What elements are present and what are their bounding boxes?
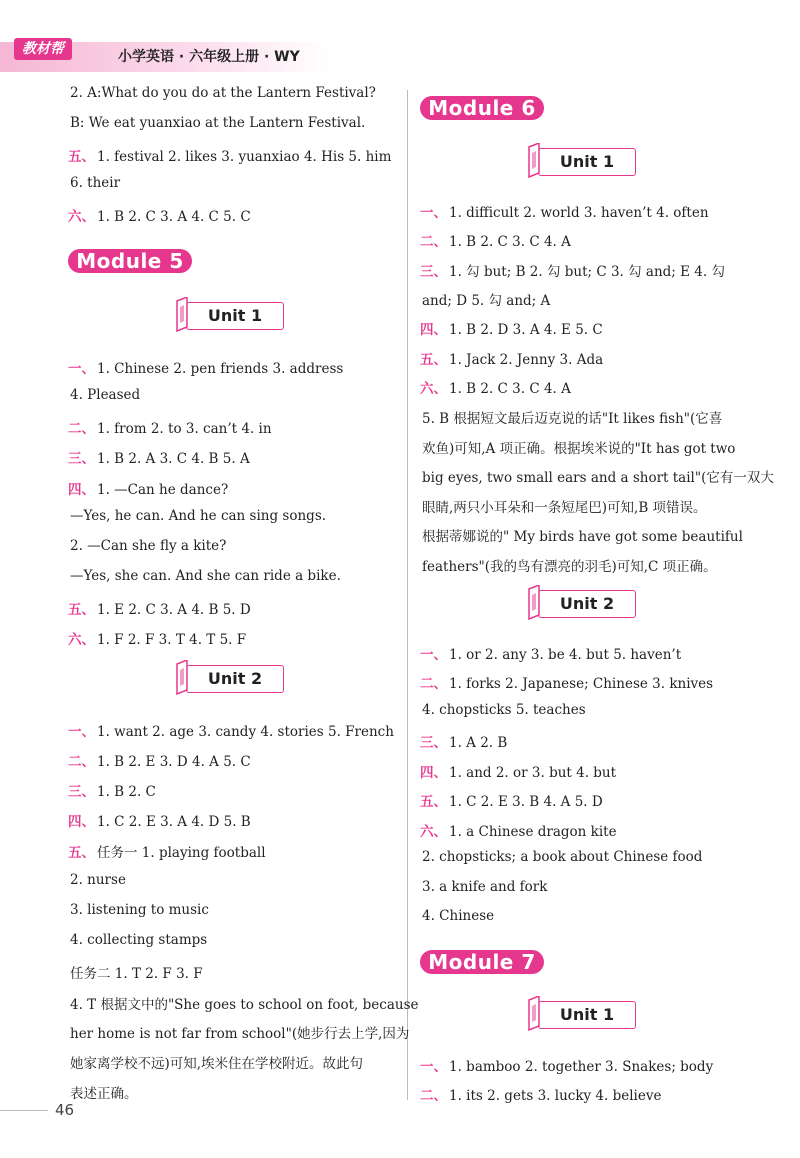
answer-line: 一、 1. want 2. age 3. candy 4. stories 5. French	[68, 724, 394, 740]
page-number-rule	[0, 1110, 48, 1111]
answer-line: 六、 1. B 2. C 3. A 4. C 5. C	[68, 209, 251, 225]
answer-line: 一、 1. difficult 2. world 3. haven’t 4. often	[420, 205, 709, 221]
module-6-badge: Module 6	[420, 96, 544, 120]
bookmark-icon	[175, 660, 191, 696]
answer-line: 她家离学校不远)可知,埃米住在学校附近。故此句	[70, 1056, 364, 1072]
answer-line: 三、 1. A 2. B	[420, 735, 508, 751]
answer-line: 一、 1. bamboo 2. together 3. Snakes; body	[420, 1059, 714, 1075]
answer-line: 任务二 1. T 2. F 3. F	[70, 966, 203, 982]
answer-line: —Yes, she can. And she can ride a bike.	[70, 568, 341, 584]
answer-line: 四、 1. —Can he dance?	[68, 482, 229, 498]
answer-line: 4. T 根据文中的"She goes to school on foot, because	[70, 997, 419, 1013]
module-5-badge: Module 5	[68, 249, 192, 273]
bookmark-icon	[527, 996, 543, 1032]
unit-1-badge: Unit 1	[538, 148, 636, 176]
answer-line: 4. collecting stamps	[70, 932, 208, 948]
unit-1-badge: Unit 1	[538, 1001, 636, 1029]
unit-2-badge: Unit 2	[186, 665, 284, 693]
answer-line: 五、 1. E 2. C 3. A 4. B 5. D	[68, 602, 251, 618]
answer-line: 二、 1. from 2. to 3. can’t 4. in	[68, 421, 272, 437]
answer-line: 四、 1. C 2. E 3. A 4. D 5. B	[68, 814, 251, 830]
answer-line: 4. Pleased	[70, 387, 141, 403]
answer-line: 2. —Can she fly a kite?	[70, 538, 227, 554]
answer-line: 一、 1. Chinese 2. pen friends 3. address	[68, 361, 344, 377]
answer-line: big eyes, two small ears and a short tail"(它有一双大	[422, 470, 774, 486]
answer-line: 五、 1. festival 2. likes 3. yuanxiao 4. His 5. him	[68, 149, 392, 165]
header-title: 小学英语 · 六年级上册 · WY	[118, 49, 300, 65]
answer-line: B: We eat yuanxiao at the Lantern Festival.	[70, 115, 366, 131]
answer-line: —Yes, he can. And he can sing songs.	[70, 508, 327, 524]
answer-line: 5. B 根据短文最后迈克说的话"It likes fish"(它喜	[422, 411, 723, 427]
unit-2-badge: Unit 2	[538, 590, 636, 618]
answer-line: 三、 1. 勾 but; B 2. 勾 but; C 3. 勾 and; E 4. 勾	[420, 264, 725, 280]
answer-line: 6. their	[70, 175, 121, 191]
answer-line: her home is not far from school"(她步行去上学,因为	[70, 1026, 410, 1042]
answer-line: 二、 1. its 2. gets 3. lucky 4. believe	[420, 1088, 662, 1104]
answer-line: 五、 1. C 2. E 3. B 4. A 5. D	[420, 794, 603, 810]
answer-line: 三、 1. B 2. C	[68, 784, 156, 800]
answer-line: 六、 1. B 2. C 3. C 4. A	[420, 381, 571, 397]
unit-1-badge: Unit 1	[186, 302, 284, 330]
answer-line: 二、 1. B 2. C 3. C 4. A	[420, 234, 571, 250]
answer-line: 2. chopsticks; a book about Chinese food	[422, 849, 703, 865]
bookmark-icon	[175, 297, 191, 333]
answer-line: 五、 任务一 1. playing football	[68, 845, 266, 861]
answer-line: 4. chopsticks 5. teaches	[422, 702, 586, 718]
answer-line: feathers"(我的鸟有漂亮的羽毛)可知,C 项正确。	[422, 559, 717, 575]
answer-line: 3. a knife and fork	[422, 879, 548, 895]
answer-line: 表述正确。	[70, 1086, 138, 1102]
answer-line: and; D 5. 勾 and; A	[422, 293, 551, 309]
answer-line: 三、 1. B 2. A 3. C 4. B 5. A	[68, 451, 250, 467]
answer-line: 欢鱼)可知,A 项正确。根据埃米说的"It has got two	[422, 441, 736, 457]
answer-line: 四、 1. and 2. or 3. but 4. but	[420, 765, 617, 781]
answer-line: 五、 1. Jack 2. Jenny 3. Ada	[420, 352, 604, 368]
header-tag: 教材帮	[14, 38, 72, 60]
bookmark-icon	[527, 143, 543, 179]
answer-line: 3. listening to music	[70, 902, 209, 918]
bookmark-icon	[527, 585, 543, 621]
page-number: 46	[55, 1101, 75, 1119]
answer-line: 4. Chinese	[422, 908, 495, 924]
answer-line: 四、 1. B 2. D 3. A 4. E 5. C	[420, 322, 603, 338]
module-7-badge: Module 7	[420, 950, 544, 974]
column-divider	[407, 90, 408, 1100]
answer-line: 二、 1. forks 2. Japanese; Chinese 3. knives	[420, 676, 714, 692]
answer-line: 六、 1. F 2. F 3. T 4. T 5. F	[68, 632, 247, 648]
answer-line: 2. A:What do you do at the Lantern Festival?	[70, 85, 376, 101]
answer-line: 2. nurse	[70, 872, 126, 888]
answer-line: 眼睛,两只小耳朵和一条短尾巴)可知,B 项错误。	[422, 500, 707, 516]
answer-line: 二、 1. B 2. E 3. D 4. A 5. C	[68, 754, 251, 770]
answer-line: 六、 1. a Chinese dragon kite	[420, 824, 617, 840]
answer-line: 根据蒂娜说的" My birds have got some beautiful	[422, 529, 743, 545]
answer-line: 一、 1. or 2. any 3. be 4. but 5. haven’t	[420, 647, 682, 663]
